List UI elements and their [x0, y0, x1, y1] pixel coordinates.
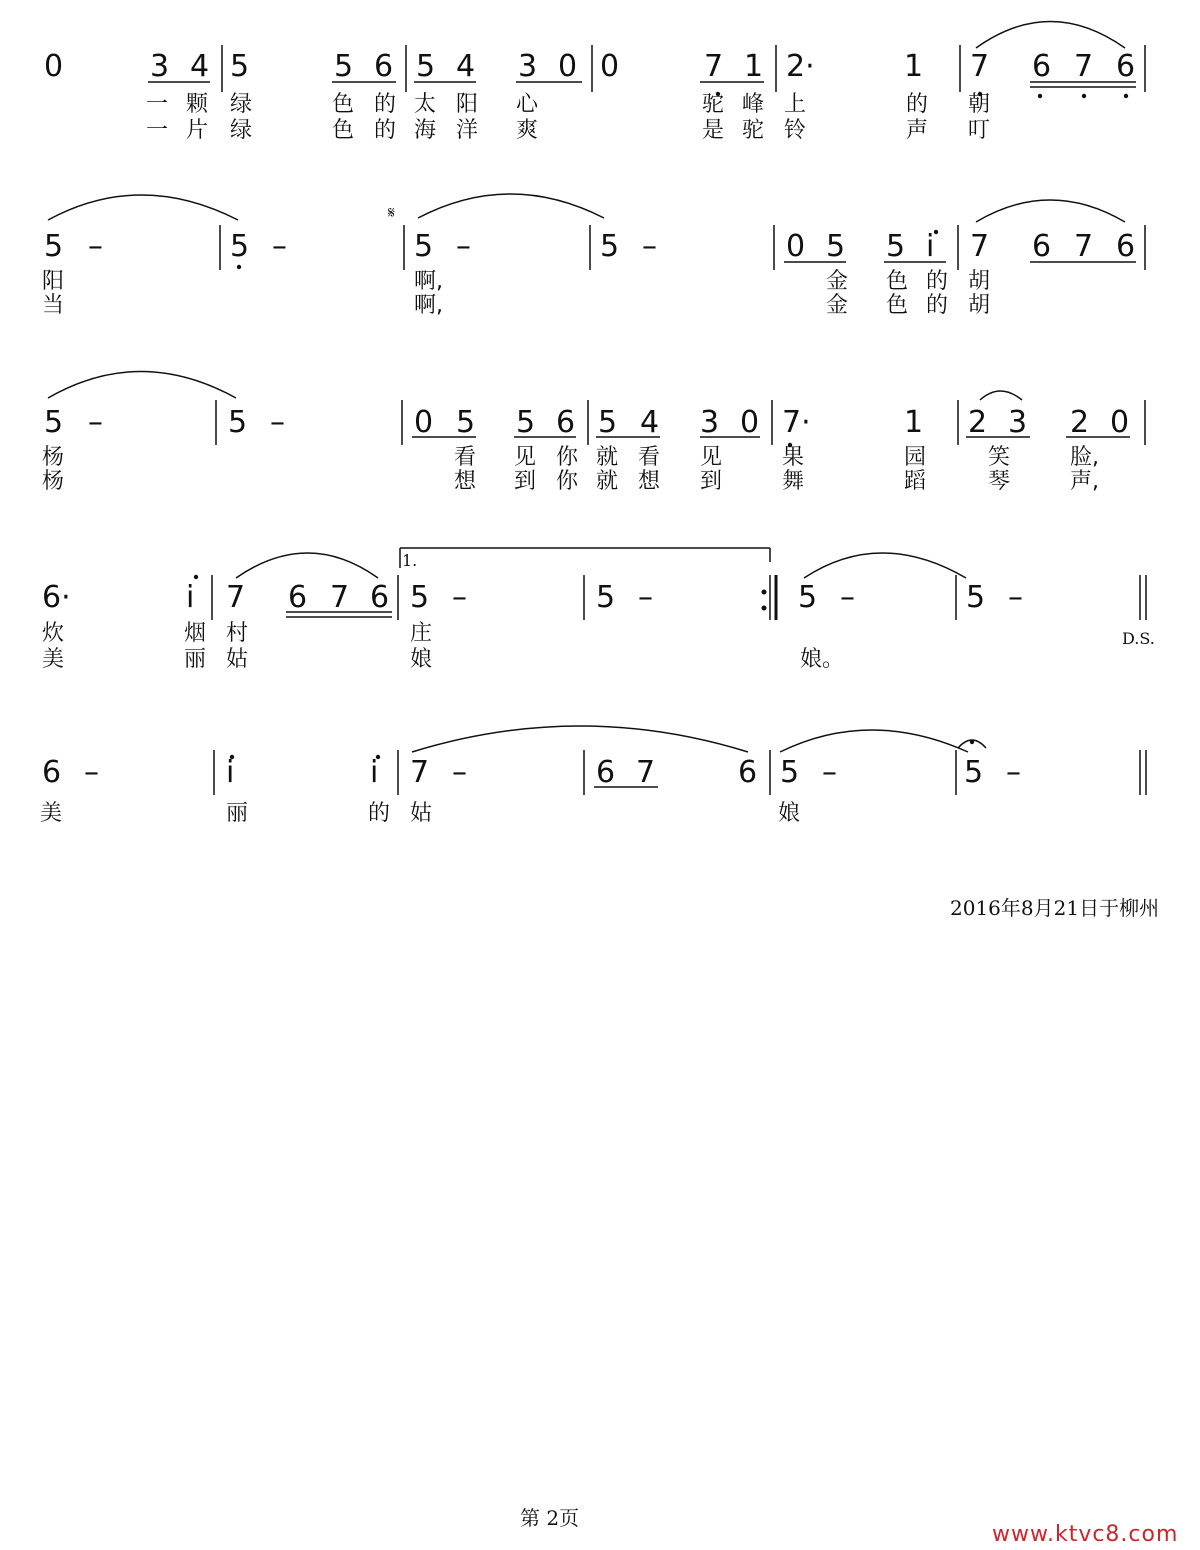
note: –: [1006, 755, 1021, 790]
lyric: 爽: [516, 118, 539, 143]
note: 5: [798, 580, 818, 615]
lyric: 烟: [184, 621, 207, 646]
note: 5: [780, 755, 800, 790]
lyric: 声,: [1070, 469, 1099, 494]
note: 0: [44, 49, 64, 84]
lyric: 片: [186, 118, 209, 143]
note: 0: [600, 49, 620, 84]
note: 5: [886, 229, 906, 264]
lyric: 庄: [410, 621, 433, 646]
lyric: 颗: [186, 92, 209, 117]
note: 1: [744, 49, 764, 84]
note: 7: [1074, 49, 1094, 84]
note: –: [270, 405, 285, 440]
ds-marking: D.S.: [1122, 629, 1155, 648]
lyric: 是: [702, 118, 725, 143]
note: i: [370, 755, 379, 790]
note: –: [88, 229, 103, 264]
note: 7: [226, 580, 246, 615]
note: –: [638, 580, 653, 615]
lyric: 海: [414, 118, 437, 143]
note: –: [456, 229, 471, 264]
lyric: 的: [926, 293, 949, 318]
lyric: 你: [556, 445, 579, 470]
lyric: 铃: [784, 118, 807, 143]
note: 3: [150, 49, 170, 84]
note: 7: [636, 755, 656, 790]
note: 6: [738, 755, 758, 790]
note: 5: [516, 405, 536, 440]
note: 5: [228, 405, 248, 440]
note: i: [226, 755, 235, 790]
note: –: [822, 755, 837, 790]
note: –: [84, 755, 99, 790]
note: –: [452, 755, 467, 790]
lyric: 美: [40, 801, 63, 826]
lyric: 的: [368, 801, 391, 826]
note: 5: [334, 49, 354, 84]
note: 2: [968, 405, 988, 440]
lyric: 脸,: [1070, 445, 1099, 470]
note: 0: [786, 229, 806, 264]
lyric: 娘: [410, 647, 433, 672]
lyric: 到: [700, 469, 723, 494]
lyric: 炊: [42, 621, 65, 646]
composition-date: 2016年8月21日于柳州: [950, 896, 1160, 920]
note: 6: [370, 580, 390, 615]
note: 5: [596, 580, 616, 615]
lyric: 的: [906, 92, 929, 117]
lyric: 见: [514, 445, 537, 470]
lyric: 绿: [230, 92, 253, 117]
note: 5: [826, 229, 846, 264]
note: 5: [598, 405, 618, 440]
note: 6: [288, 580, 308, 615]
lyric: 娘。: [800, 647, 845, 672]
segno-icon: 𝄋: [388, 203, 395, 222]
note: 3: [1008, 405, 1028, 440]
lyric: 姑: [410, 801, 433, 826]
lyric: 洋: [456, 118, 479, 143]
note: 6: [374, 49, 394, 84]
note: 6: [1116, 49, 1136, 84]
lyric: 金: [826, 269, 849, 294]
note: 4: [640, 405, 660, 440]
lyric: 当: [42, 293, 65, 318]
note: 5: [600, 229, 620, 264]
lyric: 舞: [782, 469, 805, 494]
lyric: 美: [42, 647, 65, 672]
lyric: 叮: [968, 118, 991, 143]
lyric: 驼: [742, 118, 765, 143]
lyric: 金: [826, 293, 849, 318]
lyric: 胡: [968, 293, 991, 318]
lyric: 色: [886, 293, 909, 318]
note: 7: [970, 49, 990, 84]
lyric: 想: [638, 469, 661, 494]
note: 6: [1032, 229, 1052, 264]
note: 0: [1110, 405, 1130, 440]
note: –: [272, 229, 287, 264]
note: –: [88, 405, 103, 440]
note: 3: [700, 405, 720, 440]
note: 0: [414, 405, 434, 440]
note: 6: [42, 755, 62, 790]
note: 6·: [42, 580, 71, 615]
lyric: 蹈: [904, 469, 927, 494]
note: 1: [904, 405, 924, 440]
lyric: 声: [906, 118, 929, 143]
note: 7·: [782, 405, 811, 440]
lyric: 色: [886, 269, 909, 294]
note: 7: [970, 229, 990, 264]
note: 5: [966, 580, 986, 615]
note: 2: [1070, 405, 1090, 440]
lyric: 峰: [742, 92, 765, 117]
note: 5: [414, 229, 434, 264]
lyric: 绿: [230, 118, 253, 143]
note: 5: [230, 49, 250, 84]
note: –: [642, 229, 657, 264]
note: 7: [330, 580, 350, 615]
lyric: 想: [454, 469, 477, 494]
volta-label: 1.: [402, 551, 418, 570]
lyric: 驼: [702, 92, 725, 117]
lyric: 就: [596, 469, 619, 494]
note: –: [452, 580, 467, 615]
note: i: [926, 229, 935, 264]
note: i: [186, 580, 195, 615]
note: 0: [558, 49, 578, 84]
note: 5: [230, 229, 250, 264]
note: 5: [456, 405, 476, 440]
lyric: 笑: [988, 445, 1011, 470]
lyric: 你: [556, 469, 579, 494]
lyric: 胡: [968, 269, 991, 294]
note: 5: [44, 229, 64, 264]
note: –: [840, 580, 855, 615]
lyric: 园: [904, 445, 927, 470]
lyric: 看: [638, 445, 661, 470]
note: 7: [704, 49, 724, 84]
lyric: 丽: [184, 647, 207, 672]
note: 1: [904, 49, 924, 84]
lyric: 心: [516, 92, 539, 117]
lyric: 一: [146, 118, 169, 143]
note: 5: [410, 580, 430, 615]
lyric: 就: [596, 445, 619, 470]
lyric: 的: [926, 269, 949, 294]
lyric: 的: [374, 118, 397, 143]
lyric: 看: [454, 445, 477, 470]
lyric: 杨: [42, 445, 65, 470]
note: 5: [416, 49, 436, 84]
lyric: 色: [332, 118, 355, 143]
lyric: 果: [782, 445, 805, 470]
lyric: 到: [514, 469, 537, 494]
lyric: 姑: [226, 647, 249, 672]
lyric: 村: [226, 621, 249, 646]
note: 5: [964, 755, 984, 790]
note: 6: [1116, 229, 1136, 264]
note: 2·: [786, 49, 815, 84]
note: –: [1008, 580, 1023, 615]
note: 7: [1074, 229, 1094, 264]
lyric: 阳: [456, 92, 479, 117]
note: 6: [556, 405, 576, 440]
lyric: 的: [374, 92, 397, 117]
lyric: 太: [414, 92, 437, 117]
note: 4: [456, 49, 476, 84]
lyric: 啊,: [414, 293, 443, 318]
lyric: 阳: [42, 269, 65, 294]
lyric: 一: [146, 92, 169, 117]
note: 3: [518, 49, 538, 84]
note: 5: [44, 405, 64, 440]
page-number: 第 2页: [520, 1506, 580, 1530]
note: 0: [740, 405, 760, 440]
lyric: 杨: [42, 469, 65, 494]
lyric: 琴: [988, 469, 1011, 494]
lyric: 啊,: [414, 269, 443, 294]
note: 6: [1032, 49, 1052, 84]
note: 6: [596, 755, 616, 790]
note: 7: [410, 755, 430, 790]
lyric: 上: [784, 92, 807, 117]
lyric: 色: [332, 92, 355, 117]
lyric: 朝: [968, 92, 991, 117]
watermark-link[interactable]: www.ktvc8.com: [992, 1522, 1179, 1547]
lyric: 娘: [778, 801, 801, 826]
lyric: 丽: [226, 801, 249, 826]
lyric: 见: [700, 445, 723, 470]
note: 4: [190, 49, 210, 84]
